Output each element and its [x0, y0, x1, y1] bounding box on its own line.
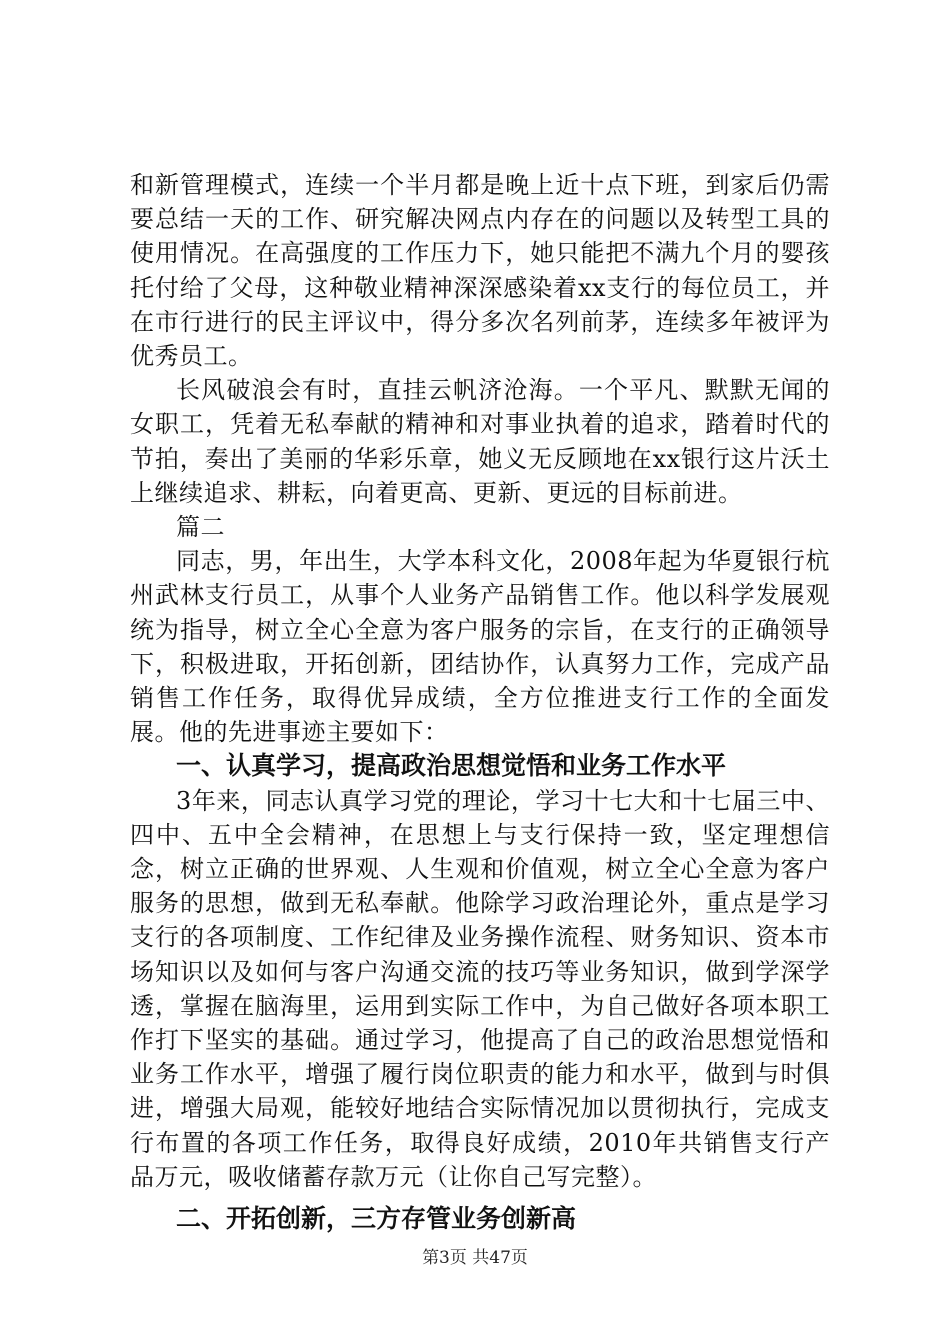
section-label: 篇二 [176, 513, 225, 542]
page-footer: 第3页 共47页 [422, 1248, 528, 1268]
document-body [130, 168, 830, 1236]
heading-innovation: 二、开拓创新，三方存管业务创新高 [176, 1204, 577, 1234]
paragraph-study: 3年来，同志认真学习党的理论，学习十七大和十七届三中、四中、五中全会精神，在思想上与支行保持一致，坚定理想信念，树立正确的世界观、人生观和价值观，树立全心全意为客户服务的思想，做到无私奉献。他除学习政治理论外，重点是学习支行的各项制度、工作纪律及业务操作流程、财务知识、资本市场知识以及如何与客户沟通交流的技巧等业务知识，做到学深学透，掌握在脑海里，运用到实际工作中，为自己做好各项本职工作打下坚实的基础。通过学习，他提高了自己的政治思想觉悟和业务工作水平，增强了履行岗位职责的能力和水平，做到与时俱进，增强大局观，能较好地结合实际情况加以贯彻执行，完成支行布置的各项工作任务，取得良好成绩，2010年共销售支行产品万元，吸收储蓄存款万元（让你自己写完整）。 [130, 786, 830, 1191]
heading-study: 一、认真学习，提高政治思想觉悟和业务工作水平 [176, 751, 727, 781]
paragraph-closing: 长风破浪会有时，直挂云帆济沧海。一个平凡、默默无闻的女职工，凭着无私奉献的精神和对事业执着的追求，踏着时代的节拍，奏出了美丽的华彩乐章，她义无反顾地在xx银行这片沃土上继续追求、耕耘，向着更高、更新、更远的目标前进。 [130, 376, 830, 507]
paragraph-intro: 同志，男，年出生，大学本科文化，2008年起为华夏银行杭州武林支行员工，从事个人业务产品销售工作。他以科学发展观统为指导，树立全心全意为客户服务的宗旨，在支行的正确领导下，积极进取，开拓创新，团结协作，认真努力工作，完成产品销售工作任务，取得优异成绩，全方位推进支行工作的全面发展。他的先进事迹主要如下： [130, 547, 830, 747]
paragraph-continued: 和新管理模式，连续一个半月都是晚上近十点下班，到家后仍需要总结一天的工作、研究解决网点内存在的问题以及转型工具的使用情况。在高强度的工作压力下，她只能把不满九个月的婴孩托付给了父母，这种敬业精神深深感染着xx支行的每位员工，并在市行进行的民主评议中，得分多次名列前茅，连续多年被评为优秀员工。 [130, 171, 830, 371]
